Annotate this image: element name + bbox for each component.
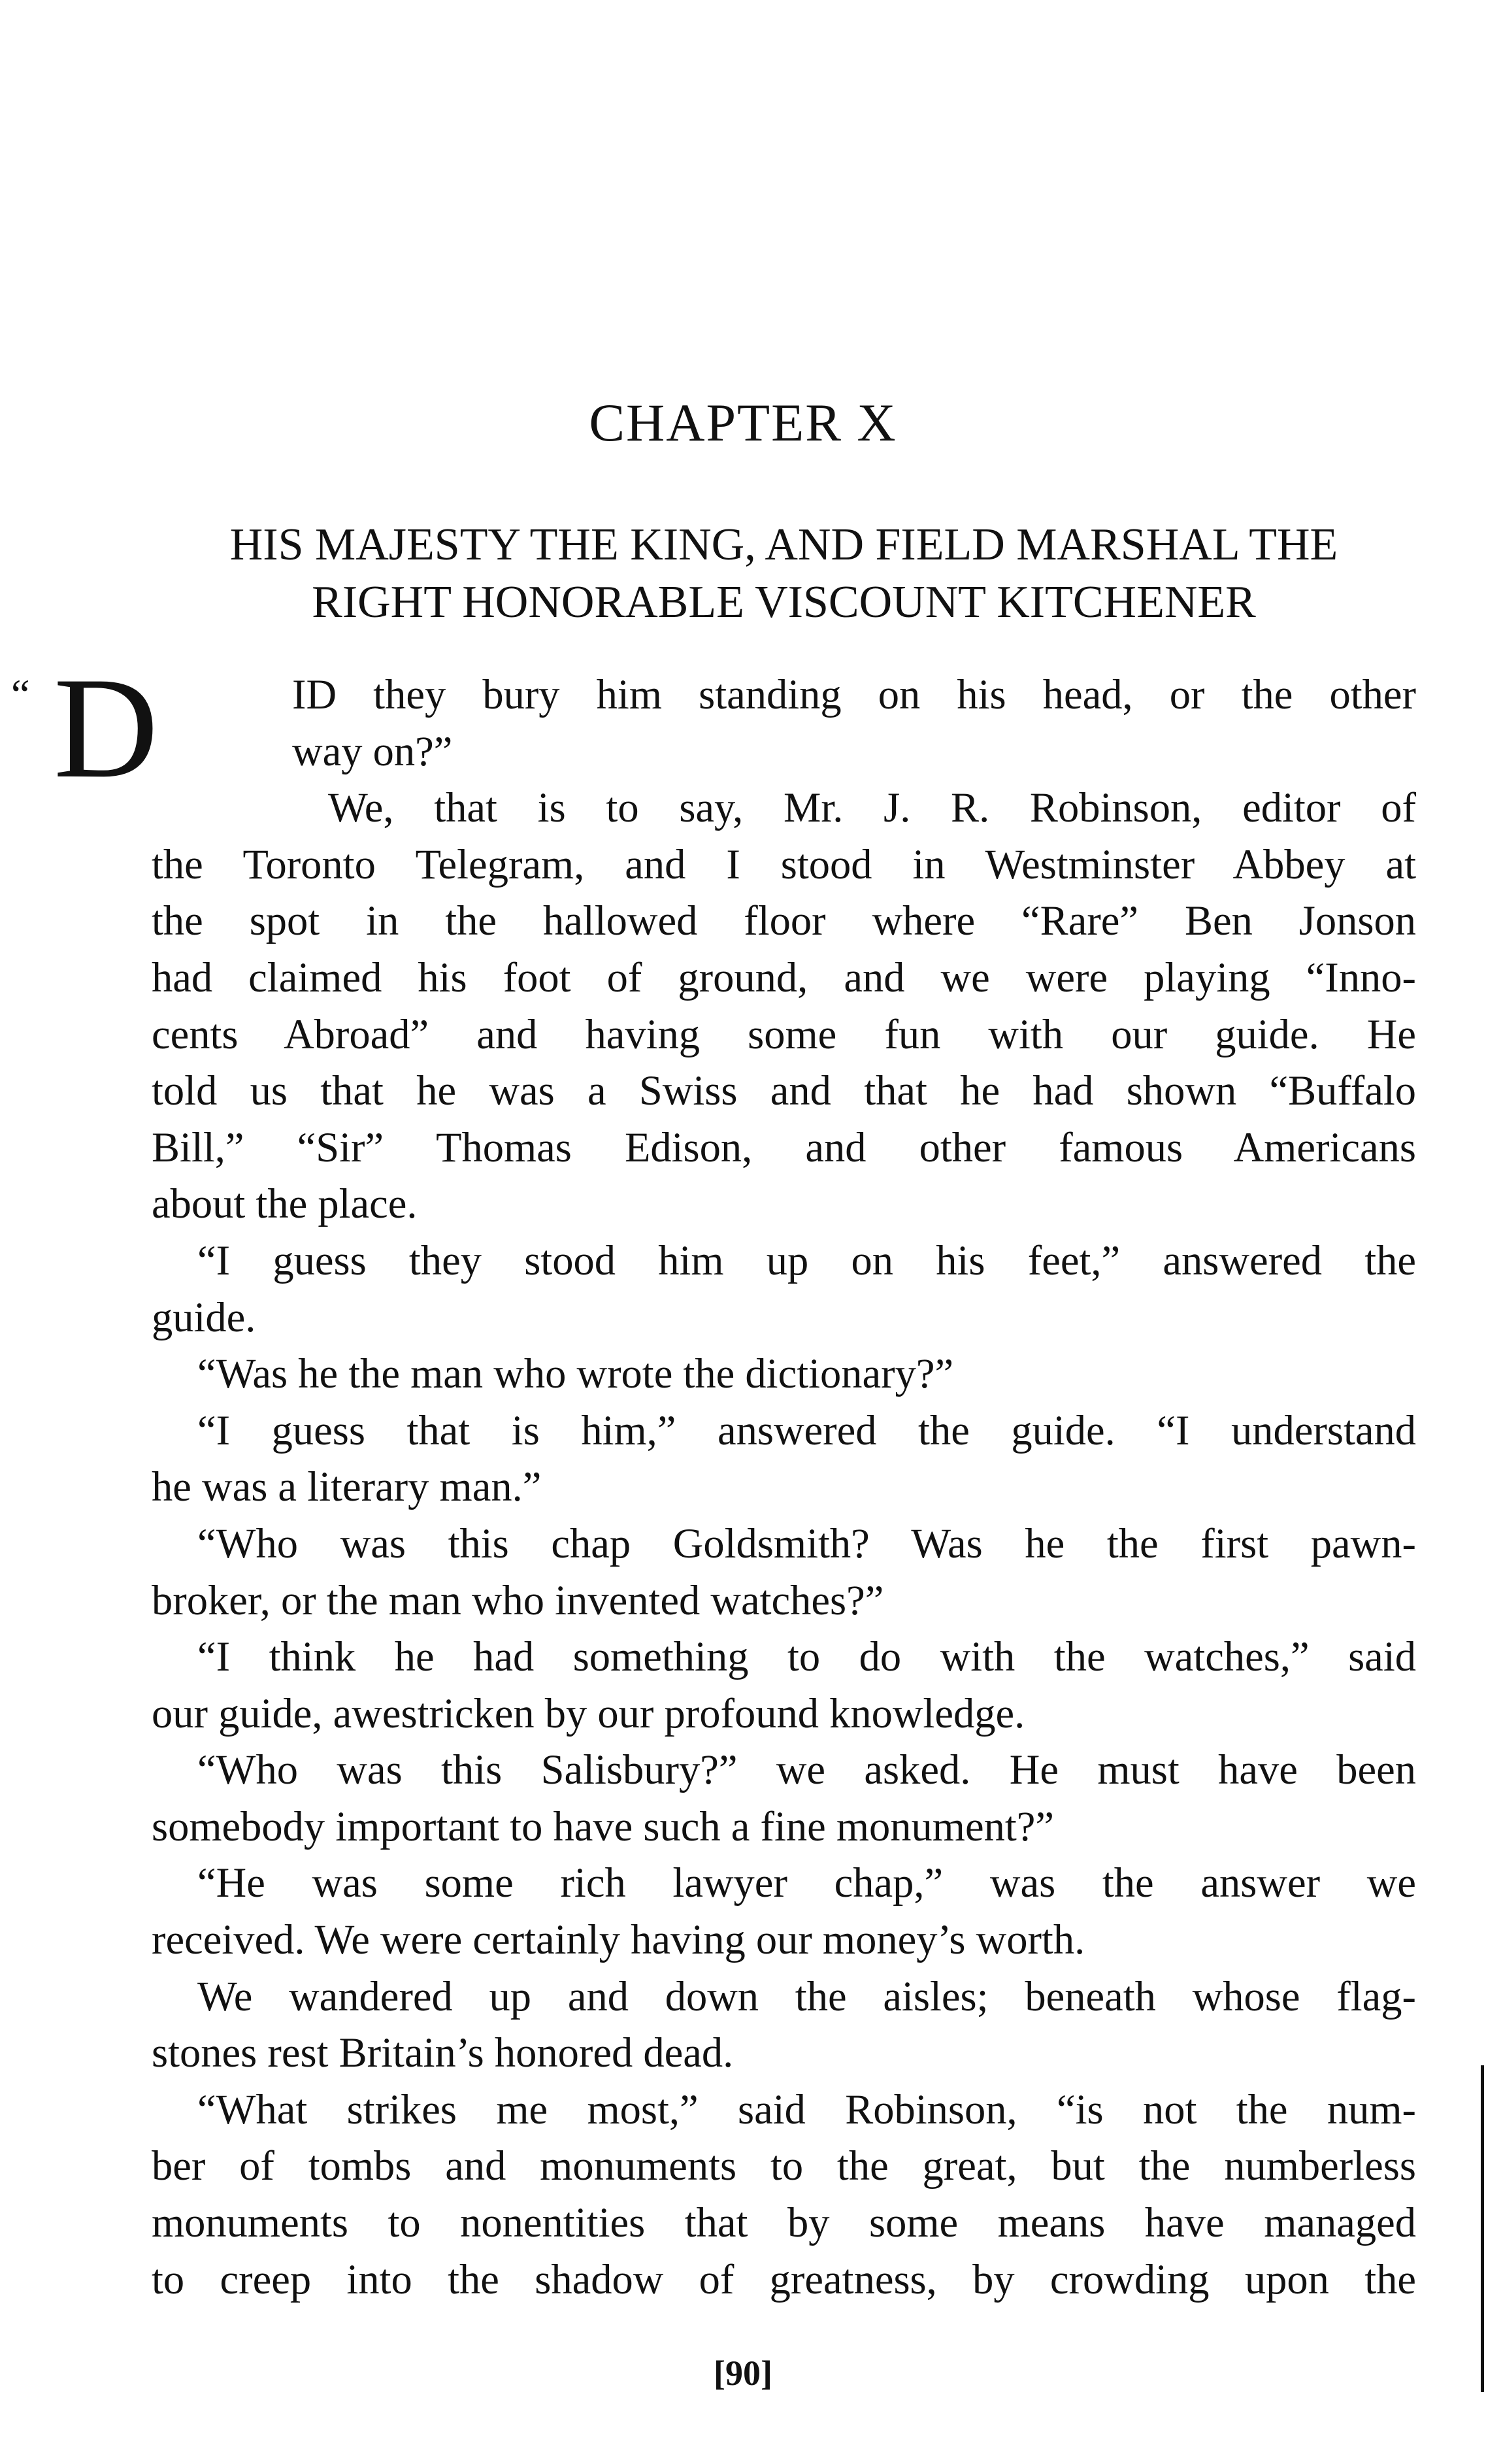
text-line: way on?”	[292, 727, 453, 774]
text-line: Bill,” “Sir” Thomas Edison, and other famous Americans	[152, 1124, 1416, 1171]
page-edge-rule	[1481, 2065, 1484, 2392]
text-line: “Who was this Salisbury?” we asked. He must have been	[197, 1746, 1416, 1793]
text-line: had claimed his foot of ground, and we were playing “Inno-	[152, 954, 1416, 1001]
text-line: ID they bury him standing on his head, or the other	[292, 671, 1416, 718]
text-line: cents Abroad” and having some fun with our guide. He	[152, 1010, 1416, 1057]
text-line: to creep into the shadow of greatness, by crowding upon the	[152, 2256, 1416, 2303]
text-line: “I guess that is him,” answered the guide. “I understand	[197, 1407, 1416, 1454]
page-number: [90]	[714, 2354, 772, 2393]
chapter-title	[152, 516, 1416, 631]
text-line: “I think he had something to do with the watches,” said	[197, 1633, 1416, 1680]
drop-cap: D	[54, 648, 159, 808]
text-line: the Toronto Telegram, and I stood in Westminster Abbey at	[152, 841, 1416, 888]
text-line: about the place.	[152, 1180, 418, 1227]
text-line: the spot in the hallowed floor where “Rare” Ben Jonson	[152, 897, 1416, 944]
text-line: our guide, awestricken by our profound knowledge.	[152, 1690, 1025, 1737]
body-text	[11, 648, 1416, 2308]
text-line: “He was some rich lawyer chap,” was the answer we	[197, 1859, 1416, 1906]
text-line: received. We were certainly having our money’s worth.	[152, 1916, 1085, 1963]
text-line: “What strikes me most,” said Robinson, “is not the num-	[197, 2086, 1416, 2133]
text-line: We wandered up and down the aisles; beneath whose flag-	[197, 1973, 1416, 2020]
chapter-title-line: RIGHT HONORABLE VISCOUNT KITCHENER	[312, 577, 1256, 627]
text-line: “I guess they stood him up on his feet,” answered the	[197, 1237, 1416, 1284]
text-line: monuments to nonentities that by some means have managed	[152, 2199, 1416, 2246]
text-line: he was a literary man.”	[152, 1463, 542, 1510]
chapter-title-line: HIS MAJESTY THE KING, AND FIELD MARSHAL THE	[229, 520, 1338, 570]
text-line: guide.	[152, 1293, 256, 1340]
text-line: We, that is to say, Mr. J. R. Robinson, editor of	[328, 784, 1416, 831]
text-line: told us that he was a Swiss and that he had shown “Buffalo	[152, 1067, 1416, 1114]
text-line: stones rest Britain’s honored dead.	[152, 2029, 734, 2076]
chapter-heading: CHAPTER X	[589, 393, 897, 452]
text-line: “Was he the man who wrote the dictionary?”	[197, 1350, 954, 1397]
text-line: somebody important to have such a fine monument?”	[152, 1803, 1055, 1850]
text-line: “Who was this chap Goldsmith? Was he the first pawn-	[197, 1520, 1416, 1567]
opening-quote-mark: “	[11, 671, 30, 718]
text-line: broker, or the man who invented watches?”	[152, 1576, 884, 1623]
text-line: ber of tombs and monuments to the great, but the numberless	[152, 2142, 1416, 2189]
